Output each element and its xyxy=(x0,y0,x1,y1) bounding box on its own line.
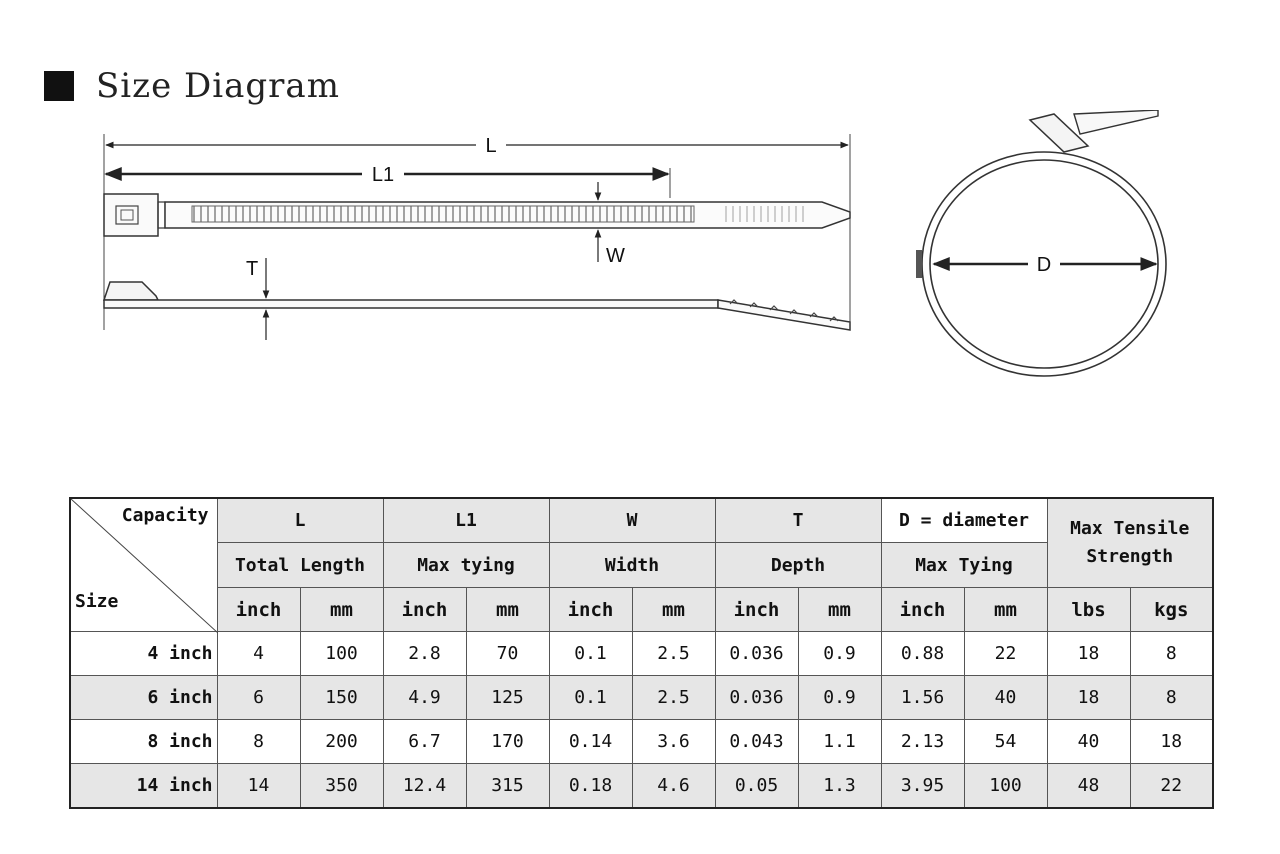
row-size: 4 inch xyxy=(70,632,217,676)
table-cell: 0.05 xyxy=(715,764,798,809)
table-cell: 2.5 xyxy=(632,632,715,676)
header-L: L xyxy=(217,498,383,543)
table-row xyxy=(70,720,1213,764)
table-cell: 170 xyxy=(466,720,549,764)
table-cell: 4.6 xyxy=(632,764,715,809)
table-row xyxy=(70,632,1213,676)
table-cell: 100 xyxy=(300,632,383,676)
table-cell: 0.1 xyxy=(549,632,632,676)
tie-loop-view xyxy=(916,110,1166,376)
header-T: T xyxy=(715,498,881,543)
table-cell: 40 xyxy=(964,676,1047,720)
unit-cell: mm xyxy=(300,588,383,632)
header-W: W xyxy=(549,498,715,543)
unit-cell: lbs xyxy=(1047,588,1130,632)
row-size: 6 inch xyxy=(70,676,217,720)
table-cell: 40 xyxy=(1047,720,1130,764)
table-cell: 8 xyxy=(1130,632,1213,676)
header-D: D = diameter xyxy=(881,498,1047,543)
tensile-line-1: Max Tensile xyxy=(1070,518,1190,539)
table-cell: 0.036 xyxy=(715,676,798,720)
table-cell: 14 xyxy=(217,764,300,809)
dimension-L1 xyxy=(106,164,668,186)
label-D: D xyxy=(1036,254,1052,276)
row-size: 14 inch xyxy=(70,764,217,809)
table-cell: 1.1 xyxy=(798,720,881,764)
row-size: 8 inch xyxy=(70,720,217,764)
square-bullet-icon xyxy=(44,71,74,101)
label-L1: L1 xyxy=(371,164,395,186)
table-cell: 2.5 xyxy=(632,676,715,720)
unit-cell: mm xyxy=(798,588,881,632)
label-L: L xyxy=(485,135,497,157)
table-cell: 350 xyxy=(300,764,383,809)
table-cell: 18 xyxy=(1130,720,1213,764)
table-cell: 0.043 xyxy=(715,720,798,764)
table-cell: 3.95 xyxy=(881,764,964,809)
header-L1-desc: Max tying xyxy=(383,543,549,588)
table-row xyxy=(70,676,1213,720)
table-cell: 200 xyxy=(300,720,383,764)
table-cell: 0.18 xyxy=(549,764,632,809)
table-cell: 12.4 xyxy=(383,764,466,809)
table-cell: 315 xyxy=(466,764,549,809)
header-tensile xyxy=(1047,498,1213,588)
unit-cell: inch xyxy=(549,588,632,632)
table-cell: 6 xyxy=(217,676,300,720)
table-cell: 48 xyxy=(1047,764,1130,809)
size-spec-table xyxy=(69,497,1214,809)
table-cell: 2.13 xyxy=(881,720,964,764)
section-title: Size Diagram xyxy=(96,66,340,106)
size-label: Size xyxy=(75,591,119,612)
table-cell: 1.56 xyxy=(881,676,964,720)
tie-side-view xyxy=(104,282,850,330)
unit-cell: inch xyxy=(881,588,964,632)
label-W: W xyxy=(606,245,625,267)
table-cell: 70 xyxy=(466,632,549,676)
unit-cell: inch xyxy=(383,588,466,632)
table-cell: 150 xyxy=(300,676,383,720)
table-cell: 4 xyxy=(217,632,300,676)
label-T: T xyxy=(246,258,259,280)
capacity-size-corner-cell xyxy=(70,498,217,632)
header-L-desc: Total Length xyxy=(217,543,383,588)
unit-cell: kgs xyxy=(1130,588,1213,632)
table-row xyxy=(70,764,1213,809)
header-W-desc: Width xyxy=(549,543,715,588)
table-cell: 18 xyxy=(1047,676,1130,720)
table-cell: 0.1 xyxy=(549,676,632,720)
table-cell: 100 xyxy=(964,764,1047,809)
unit-cell: inch xyxy=(217,588,300,632)
table-cell: 8 xyxy=(217,720,300,764)
tie-top-view xyxy=(104,194,850,236)
table-cell: 8 xyxy=(1130,676,1213,720)
table-cell: 3.6 xyxy=(632,720,715,764)
table-cell: 6.7 xyxy=(383,720,466,764)
cable-tie-diagram xyxy=(0,110,1280,390)
header-L1: L1 xyxy=(383,498,549,543)
table-cell: 22 xyxy=(964,632,1047,676)
table-cell: 2.8 xyxy=(383,632,466,676)
table-cell: 0.14 xyxy=(549,720,632,764)
tensile-line-2: Strength xyxy=(1086,546,1174,567)
table-cell: 0.88 xyxy=(881,632,964,676)
dimension-L xyxy=(106,135,848,157)
table-cell: 0.036 xyxy=(715,632,798,676)
table-cell: 0.9 xyxy=(798,632,881,676)
table-cell: 22 xyxy=(1130,764,1213,809)
unit-cell: inch xyxy=(715,588,798,632)
unit-cell: mm xyxy=(466,588,549,632)
table-cell: 0.9 xyxy=(798,676,881,720)
table-cell: 54 xyxy=(964,720,1047,764)
unit-cell: mm xyxy=(632,588,715,632)
capacity-label: Capacity xyxy=(121,505,209,526)
table-cell: 125 xyxy=(466,676,549,720)
section-heading xyxy=(44,64,340,108)
table-cell: 1.3 xyxy=(798,764,881,809)
table-cell: 4.9 xyxy=(383,676,466,720)
dimension-T xyxy=(246,258,266,340)
header-D-desc: Max Tying xyxy=(881,543,1047,588)
table-cell: 18 xyxy=(1047,632,1130,676)
unit-cell: mm xyxy=(964,588,1047,632)
header-T-desc: Depth xyxy=(715,543,881,588)
